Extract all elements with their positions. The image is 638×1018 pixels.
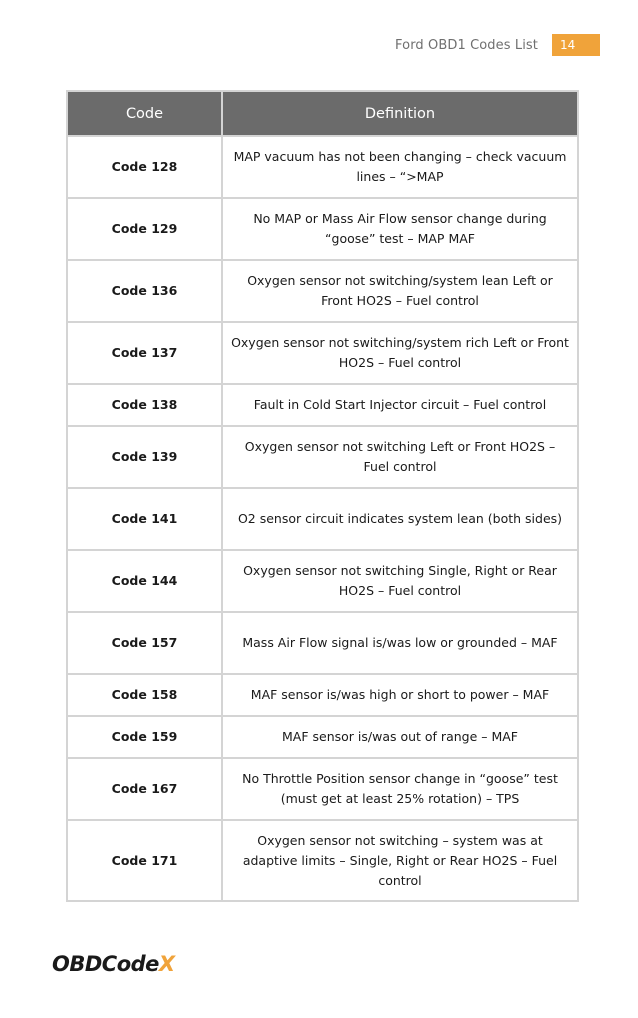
table-row <box>67 758 578 820</box>
definition-cell: O2 sensor circuit indicates system lean (both sides) <box>222 488 578 550</box>
document-title: Ford OBD1 Codes List <box>395 37 538 53</box>
definition-cell: Oxygen sensor not switching/system rich Left or Front HO2S – Fuel control <box>222 322 578 384</box>
code-cell: Code 144 <box>67 550 222 612</box>
code-cell: Code 158 <box>67 674 222 716</box>
table-row <box>67 384 578 426</box>
table-row <box>67 260 578 322</box>
logo-text: OBDCode <box>52 952 159 976</box>
definition-cell: MAP vacuum has not been changing – check vacuum lines – “>MAP <box>222 136 578 198</box>
codes-table <box>66 90 579 902</box>
table-row <box>67 322 578 384</box>
code-cell: Code 159 <box>67 716 222 758</box>
code-cell: Code 167 <box>67 758 222 820</box>
table-row <box>67 198 578 260</box>
table-row <box>67 716 578 758</box>
table-row <box>67 136 578 198</box>
logo-accent: X <box>158 952 175 976</box>
table-row <box>67 674 578 716</box>
definition-cell: Mass Air Flow signal is/was low or grounded – MAF <box>222 612 578 674</box>
code-cell: Code 141 <box>67 488 222 550</box>
definition-cell: No MAP or Mass Air Flow sensor change during “goose” test – MAP MAF <box>222 198 578 260</box>
column-header-code: Code <box>67 91 222 136</box>
table-row <box>67 488 578 550</box>
definition-cell: No Throttle Position sensor change in “goose” test (must get at least 25% rotation) – TPS <box>222 758 578 820</box>
definition-cell: Oxygen sensor not switching Left or Front HO2S – Fuel control <box>222 426 578 488</box>
obdcodex-logo <box>52 952 175 976</box>
code-cell: Code 128 <box>67 136 222 198</box>
code-cell: Code 157 <box>67 612 222 674</box>
definition-cell: Oxygen sensor not switching Single, Right or Rear HO2S – Fuel control <box>222 550 578 612</box>
code-cell: Code 171 <box>67 820 222 901</box>
code-cell: Code 137 <box>67 322 222 384</box>
table-row <box>67 612 578 674</box>
code-cell: Code 138 <box>67 384 222 426</box>
page-number-badge: 14 <box>552 34 600 56</box>
definition-cell: Oxygen sensor not switching/system lean Left or Front HO2S – Fuel control <box>222 260 578 322</box>
code-cell: Code 129 <box>67 198 222 260</box>
definition-cell: Fault in Cold Start Injector circuit – Fuel control <box>222 384 578 426</box>
table-row <box>67 550 578 612</box>
table-header-row <box>67 91 578 136</box>
definition-cell: MAF sensor is/was high or short to power – MAF <box>222 674 578 716</box>
page-header <box>395 34 600 56</box>
code-cell: Code 136 <box>67 260 222 322</box>
code-cell: Code 139 <box>67 426 222 488</box>
table-row <box>67 820 578 901</box>
definition-cell: Oxygen sensor not switching – system was at adaptive limits – Single, Right or Rear HO2S – Fuel control <box>222 820 578 901</box>
table-row <box>67 426 578 488</box>
definition-cell: MAF sensor is/was out of range – MAF <box>222 716 578 758</box>
column-header-definition: Definition <box>222 91 578 136</box>
